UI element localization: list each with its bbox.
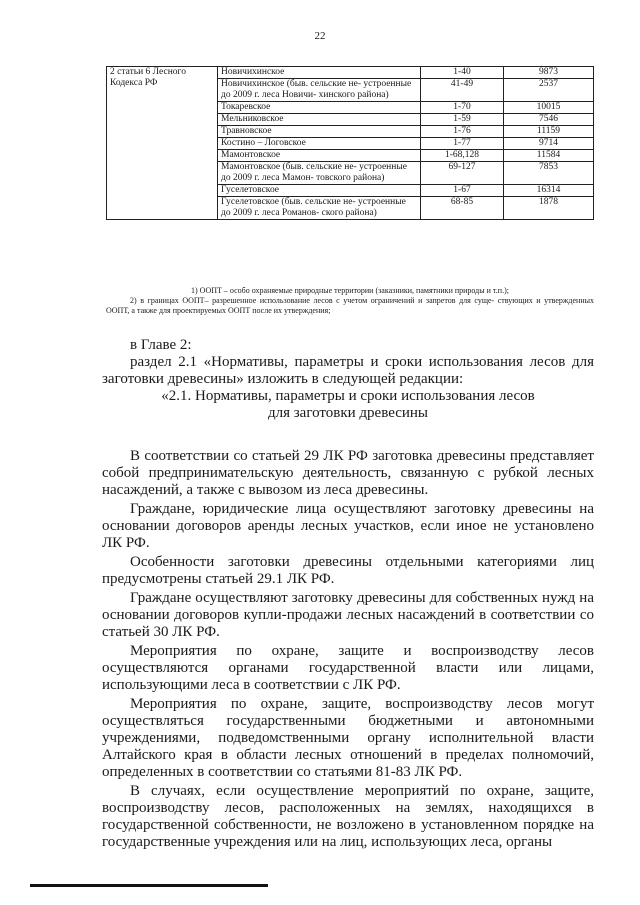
quarters-cell: 1-59 [421,114,504,126]
forestry-name-cell: Новичихинское (быв. сельские не- устроенные до 2009 г. леса Новичи- хинского района) [218,79,421,102]
paragraph: В случаях, если осуществление мероприятий по охране, защите, воспроизводству лесов, расположенных на землях, находящихся в государственной собственности, не возложено в установленном порядке на государственные учреждения или на лиц, использующих леса, органы [102,783,594,850]
area-cell: 1878 [504,197,594,220]
area-cell: 9714 [504,138,594,150]
area-cell: 11159 [504,126,594,138]
footnote-2: 2) в границах ООПТ– разрешенное использование лесов с учетом ограничений и запретов для суще- ствующих и утвержденных ООПТ, а также для проектируемых ООПТ после их утверждения; [106,296,594,315]
quarters-cell: 1-76 [421,126,504,138]
quarters-cell: 69-127 [421,162,504,185]
paragraph: Мероприятия по охране, защите, воспроизводству лесов могут осуществляться государственными бюджетными и автономными учреждениями, подведомственными органу исполнительной власти Алтайского края в области лесных отношений в пределах полномочий, определенных в соответствии со статьями 81-83 ЛК РФ. [102,696,594,780]
area-cell: 7546 [504,114,594,126]
forestry-name-cell: Токаревское [218,102,421,114]
paragraph: Граждане, юридические лица осуществляют заготовку древесины на основании договоров аренды лесных участков, если иное не установлено ЛК РФ. [102,501,594,551]
paragraph: Особенности заготовки древесины отдельными категориями лиц предусмотрены статьей 29.1 ЛК РФ. [102,554,594,587]
forestry-name-cell: Гуселетовское (быв. сельские не- устроенные до 2009 г. леса Романов- ского района) [218,197,421,220]
section-heading-line-1: «2.1. Нормативы, параметры и сроки использования лесов [161,388,535,404]
footnote-1: 1) ООПТ – особо охраняемые природные территории (заказники, памятники природы и т.п.); [191,286,509,295]
forestry-name-cell: Гуселетовское [218,185,421,197]
area-cell: 10015 [504,102,594,114]
quarters-cell: 1-68,128 [421,150,504,162]
forestry-table [106,66,594,220]
area-cell: 11584 [504,150,594,162]
quarters-cell: 1-77 [421,138,504,150]
paragraph: В соответствии со статьей 29 ЛК РФ заготовка древесины представляет собой предпринимательскую деятельность, связанную с рубкой лесных насаждений, а также с вывозом из леса древесины. [102,448,594,498]
quarters-cell: 68-85 [421,197,504,220]
quarters-cell: 1-40 [421,67,504,79]
area-cell: 16314 [504,185,594,197]
forestry-name-cell: Новичихинское [218,67,421,79]
section-heading-line-2: для заготовки древесины [267,405,429,421]
forestry-name-cell: Мамонтовское [218,150,421,162]
section-instruction: раздел 2.1 «Нормативы, параметры и сроки использования лесов для заготовки древесины» изложить в следующей редакции: [102,354,594,387]
paragraph: Граждане осуществляют заготовку древесины для собственных нужд на основании договоров купли-продажи лесных насаждений в соответствии со статьей 30 ЛК РФ. [102,590,594,640]
document-body [102,337,594,851]
table-footnotes [106,286,594,316]
area-cell: 7853 [504,162,594,185]
quarters-cell: 41-49 [421,79,504,102]
forestry-name-cell: Мамонтовское (быв. сельские не- устроенные до 2009 г. леса Мамон- товского района) [218,162,421,185]
table-row [107,67,594,79]
area-cell: 9873 [504,67,594,79]
article-reference-cell: 2 статьи 6 Лесного Кодекса РФ [107,67,218,220]
forestry-name-cell: Мельниковское [218,114,421,126]
quarters-cell: 1-67 [421,185,504,197]
area-cell: 2537 [504,79,594,102]
forestry-name-cell: Костино – Логовское [218,138,421,150]
chapter-reference: в Главе 2: [130,337,192,353]
forestry-name-cell: Травновское [218,126,421,138]
page-number: 22 [314,30,326,42]
quarters-cell: 1-70 [421,102,504,114]
paragraph: Мероприятия по охране, защите и воспроизводству лесов осуществляются органами государственной власти или лицами, использующими леса в соответствии с ЛК РФ. [102,643,594,693]
bottom-rule [30,884,268,887]
